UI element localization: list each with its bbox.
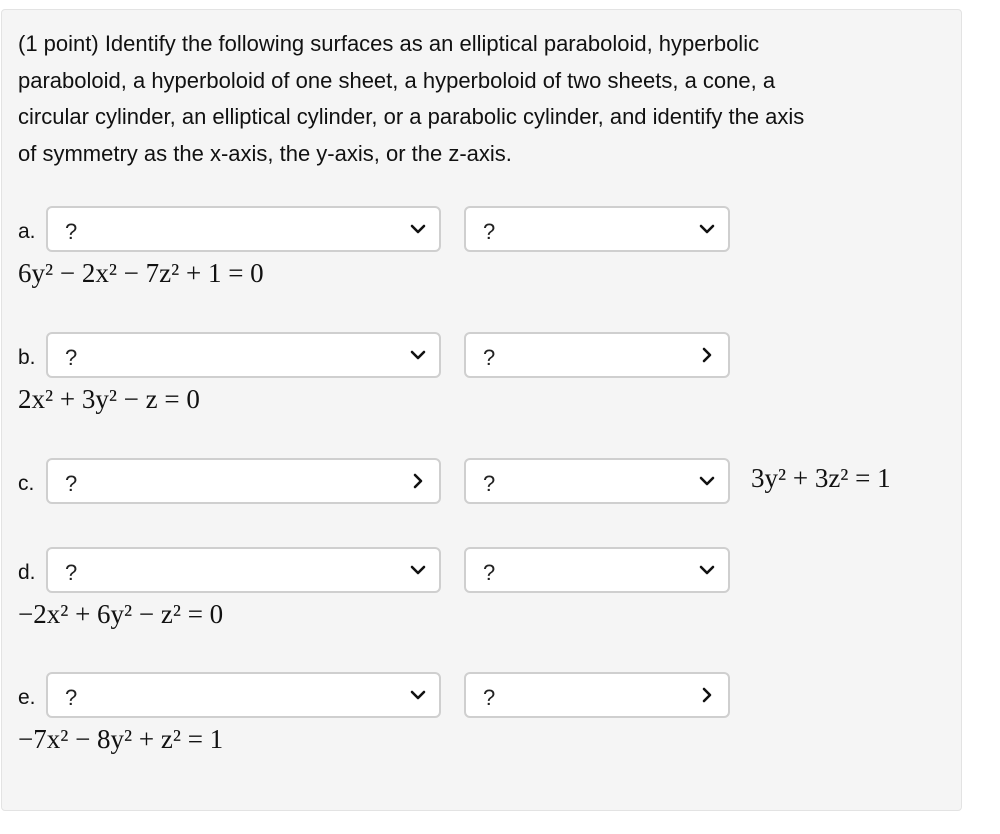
problem-line: paraboloid, a hyperboloid of one sheet, a hyperboloid of two sheets, a cone, a: [18, 67, 776, 93]
item-label: e.: [18, 686, 36, 709]
axis-select[interactable]: [464, 458, 730, 504]
item-label: b.: [18, 346, 36, 369]
problem-statement: [18, 26, 948, 172]
item-label: c.: [18, 472, 35, 495]
select-value: ?: [65, 345, 78, 370]
select-value: ?: [65, 219, 78, 244]
item-label: d.: [18, 561, 36, 584]
chevron-right-icon: [409, 472, 427, 490]
surface-type-select[interactable]: [46, 206, 441, 252]
select-value: ?: [65, 560, 78, 585]
surface-type-select[interactable]: [46, 547, 441, 593]
chevron-down-icon: [409, 346, 427, 364]
axis-select[interactable]: [464, 206, 730, 252]
select-value: ?: [483, 471, 496, 496]
axis-select[interactable]: [464, 672, 730, 718]
problem-line: of symmetry as the x-axis, the y-axis, or the z-axis.: [18, 140, 512, 166]
equation: 3y² + 3z² = 1: [751, 463, 891, 493]
chevron-right-icon: [698, 686, 716, 704]
equation: 2x² + 3y² − z = 0: [18, 384, 200, 414]
problem-line: circular cylinder, an elliptical cylinder, or a parabolic cylinder, and identify the axis: [18, 104, 805, 129]
chevron-down-icon: [409, 220, 427, 238]
select-value: ?: [483, 560, 496, 585]
problem-line: (1 point) Identify the following surfaces as an elliptical paraboloid, hyperbolic: [18, 31, 760, 56]
chevron-down-icon: [698, 472, 716, 490]
select-value: ?: [65, 685, 78, 710]
select-value: ?: [483, 219, 496, 244]
select-value: ?: [483, 685, 496, 710]
select-value: ?: [65, 471, 78, 496]
surface-type-select[interactable]: [46, 672, 441, 718]
axis-select[interactable]: [464, 547, 730, 593]
chevron-down-icon: [698, 561, 716, 579]
equation: −7x² − 8y² + z² = 1: [18, 724, 224, 754]
item-label: a.: [18, 220, 36, 243]
chevron-down-icon: [409, 561, 427, 579]
chevron-down-icon: [698, 220, 716, 238]
chevron-down-icon: [409, 686, 427, 704]
chevron-right-icon: [698, 346, 716, 364]
equation: 6y² − 2x² − 7z² + 1 = 0: [18, 258, 264, 288]
select-value: ?: [483, 345, 496, 370]
equation: −2x² + 6y² − z² = 0: [18, 599, 224, 629]
surface-type-select[interactable]: [46, 332, 441, 378]
surface-type-select[interactable]: [46, 458, 441, 504]
axis-select[interactable]: [464, 332, 730, 378]
